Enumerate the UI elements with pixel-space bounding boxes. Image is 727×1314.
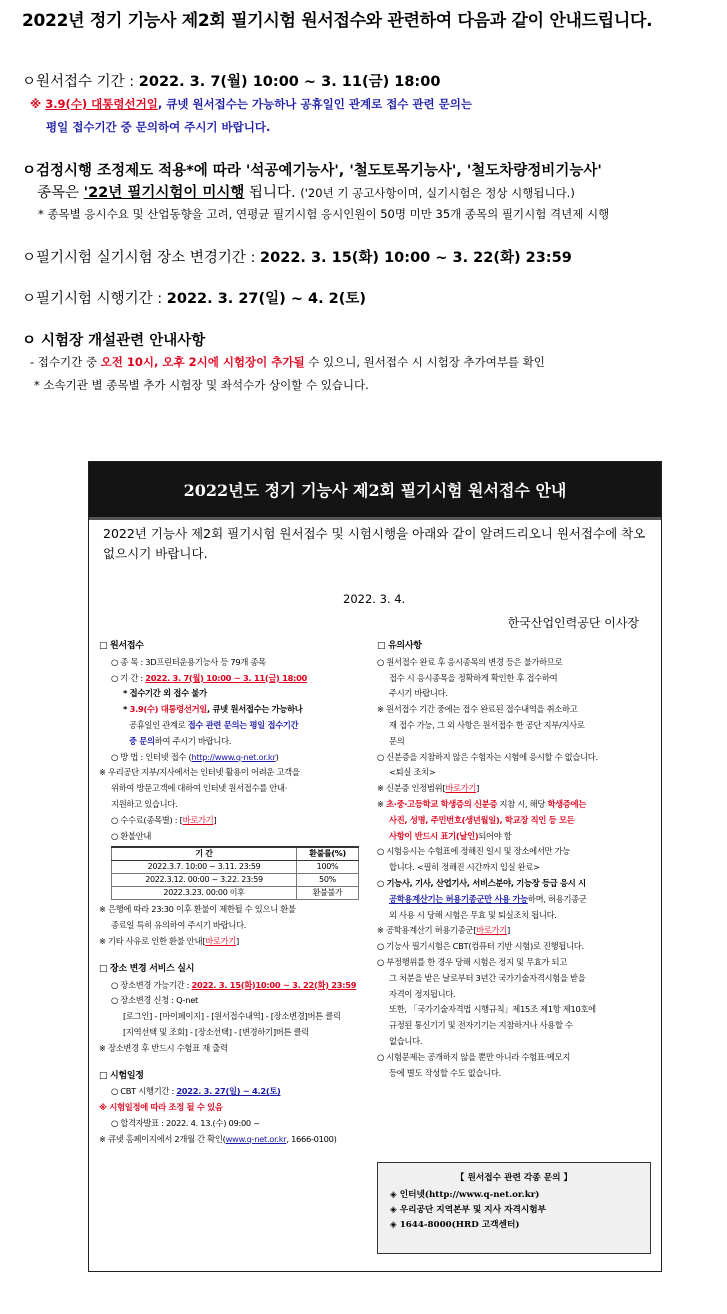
section-schedule: □ 시험일정	[99, 1070, 144, 1081]
id-range-link[interactable]: 바로가기	[445, 783, 477, 794]
notice-intro: 2022년 기능사 제2회 필기시험 원서접수 및 시험시행을 아래와 같이 알려드리오니 원서접수에 착오 없으시기 바랍니다.	[103, 526, 646, 561]
notice-header: 2022년도 정기 기능사 제2회 필기시험 원서접수 안내	[89, 462, 661, 520]
registration-label: ㅇ원서접수 기간 :	[22, 74, 139, 90]
fee-link[interactable]: 바로가기	[182, 814, 214, 825]
table-row: 기 간 환불률(%)	[112, 847, 359, 861]
section-cautions: □ 유의사항	[377, 641, 422, 651]
exam-period: ㅇ필기시험 시행기간 : 2022. 3. 27(일) ~ 4. 2(토)	[22, 291, 367, 307]
table-row: 2022.3.23. 00:00 이후 환불불가	[112, 887, 359, 900]
adjustment-line: ㅇ검정시행 조정제도 적용*에 따라 '석공예기능사', '철도토목기능사', '철도차량정비기능사'	[22, 163, 602, 179]
election-day: 3.9(수) 대통령선거일	[45, 97, 158, 111]
registration-note-2: 평일 접수기간 중 문의하여 주시기 바랍니다.	[46, 120, 271, 134]
registration-period	[22, 72, 440, 92]
contact-phone: ◈ 1644-8000(HRD 고객센터)	[390, 1220, 520, 1230]
refund-link[interactable]: 바로가기	[205, 935, 237, 946]
notice-image	[88, 461, 662, 1272]
table-row: 2022.3.12. 00:00 ~ 3.22. 23:59 50%	[112, 874, 359, 887]
adjustment-footnote: * 종목별 응시수요 및 산업동향을 고려, 연평균 필기시험 응시인원이 50명 미만 35개 종목의 필기시험 격년제 시행	[38, 207, 610, 221]
section-registration: □ 원서접수	[99, 641, 144, 651]
table-row: 2022.3.7. 10:00 ~ 3.11. 23:59 100%	[112, 861, 359, 874]
qnet-home-link[interactable]: www.q-net.or.kr	[225, 1133, 287, 1144]
registration-note: ※ 3.9(수) 대통령선거일, 큐넷 원서접수는 가능하나 공휴일인 관계로 접수 관련 문의는	[30, 97, 472, 111]
section-venue-change: □ 장소 변경 서비스 실시	[99, 963, 195, 974]
page-title: 2022년 정기 기능사 제2회 필기시험 원서접수와 관련하여 다음과 같이 안내드립니다.	[22, 11, 653, 31]
calculator-link[interactable]: 바로가기	[476, 925, 508, 936]
registration-value: 2022. 3. 7(월) 10:00 ~ 3. 11(금) 18:00	[138, 74, 441, 90]
test-site-heading: ㅇ 시험장 개설관련 안내사항	[22, 333, 206, 349]
notice-right-column: □ 유의사항 ○ 원서접수 완료 후 응시종목의 변경 등은 불가하므로 접수 시 응시종목을 정확하게 확인한 후 접수하여 주시기 바랍니다. ※ 원서접수 기간 중에는 접수 완료된 접수내역을 취소하고 재 접수 가능, 그 외 사항은 원서접수 한 공단 지부/지사로 문의 ○ 신분증을 지참하지 않은 수험자는 시험에 응시할 수 없습니다. <퇴실 조치> ※ 신분증 인정범위[바로가기] ※ 초·중·고등학교 학생증의 신분증 지참 시, 해당 학생증에는 사진, 성명, 주민번호(생년월일), 학교장 직인 등 모든 사항이 반드시 표기(날인)되어야 함 ○ 시험응시는 수험표에 정해진 일시 및 장소에서만 가능 합니다. <필히 정해진 시간까지 입실 완료> ○ 기능사, 기사, 산업기사, 서비스분야, 기능장 등급 응시 시 공학용계산기는 허용기종군만 사용 가능하며, 허용기종군 외 사용 시 당해 시험은 무효 및 퇴실조치 됩니다. ※ 공학용계산기 허용기종군[바로가기] ○ 기능사 필기시험은 CBT(컴퓨터 기반 시험)로 진행됩니다. ○ 부정행위를 한 경우 당해 시험은 정지 및 무효가 되고 그 처분을 받은 날로부터 3년간 국가기술자격시험을 받을 자격이 정지됩니다. 또한, 「국가기술자격법 시행규칙」제15조 제1항 제10호에 규정된 통신기기 및 전자기기는 지참하거나 사용할 수 없습니다. ○ 시험문제는 공개하지 않을 뿐만 아니라 수험표·메모지 등에 별도 작성할 수도 없습니다.	[377, 636, 653, 1081]
contact-title: 【 원서접수 관련 각종 문의 】	[455, 1173, 573, 1183]
notice-org: 한국산업인력공단 이사장	[507, 616, 639, 630]
contact-internet: ◈ 인터넷(http://www.q-net.or.kr)	[390, 1190, 540, 1200]
test-site-line-1: - 접수기간 중 오전 10시, 오후 2시에 시험장이 추가될 수 있으니, 원서접수 시 시험장 추가여부를 확인	[30, 355, 545, 369]
notice-left-column: □ 원서접수 ○ 종 목 : 3D프린터운용기능사 등 79개 종목 ○ 기 간 : 2022. 3. 7(월) 10:00 ~ 3. 11(금) 18:00 * 접수기간 외 접수 불가 * 3.9(수) 대통령선거일, 큐넷 원서접수는 가능하나 공휴일인 관계로 접수 관련 문의는 평일 접수기간 중 문의하여 주시기 바랍니다. ○ 방 법 : 인터넷 접수 (http://www.q-net.or.kr) ※ 우리공단 지부/지사에서는 인터넷 활용이 어려운 고객을 위하여 방문고객에 대하여 인터넷 원서접수를 안내· 지원하고 있습니다. ○ 수수료(종목별) : [바로가기] ○ 환불안내 기 간 환불률(%) 2022.3.7. 10:00 ~ 3.11. 23:59 100% 2022.3.12. 00:00 ~ 3.22. 23:59 50% 2022.3.23. 00:00 이후 환불불가 ※ 은행에 따라 23:30 이후 환불이 제한될 수 있으니 환불 종료일 특히 유의하여 주시기 바랍니다. ※ 기타 사유로 인한 환불 안내[바로가기] □ 장소 변경 서비스 실시 ○ 장소변경 가능기간 : 2022. 3. 15(화)10:00 ~ 3. 22(화) 23:59 ○ 장소변경 신청 : Q-net [로그인] - [마이페이지] - [원서접수내역] - [장소변경]버튼 클릭 [지역선택 및 조회] - [장소선택] - [변경하기]버튼 클릭 ※ 장소변경 후 반드시 수험표 재 출력 □ 시험일정 ○ CBT 시행기간 : 2022. 3. 27(일) ~ 4.2(토) ※ 시험일정에 따라 조정 될 수 있음 ○ 합격자발표 : 2022. 4. 13.(수) 09:00 ~ ※ 큐넷 홈페이지에서 2개월 간 확인(www.q-net.or.kr, 1666-0100)	[99, 636, 367, 1148]
contact-box	[377, 1162, 651, 1254]
qnet-link[interactable]: http://www.q-net.or.kr	[191, 751, 276, 762]
notice-date: 2022. 3. 4.	[343, 592, 406, 606]
adjustment-line-2: 종목은 '22년 필기시험이 미시행 됩니다. ('20년 기 공고사항이며, 실기시험은 정상 시행됩니다.)	[37, 185, 575, 201]
refund-table	[111, 846, 359, 900]
test-site-line-2: * 소속기관 별 종목별 추가 시험장 및 좌석수가 상이할 수 있습니다.	[34, 378, 369, 392]
venue-change-period: ㅇ필기시험 실기시험 장소 변경기간 : 2022. 3. 15(화) 10:00 ~ 3. 22(화) 23:59	[22, 250, 572, 266]
contact-branch: ◈ 우리공단 지역본부 및 지사 자격시험부	[390, 1205, 547, 1215]
